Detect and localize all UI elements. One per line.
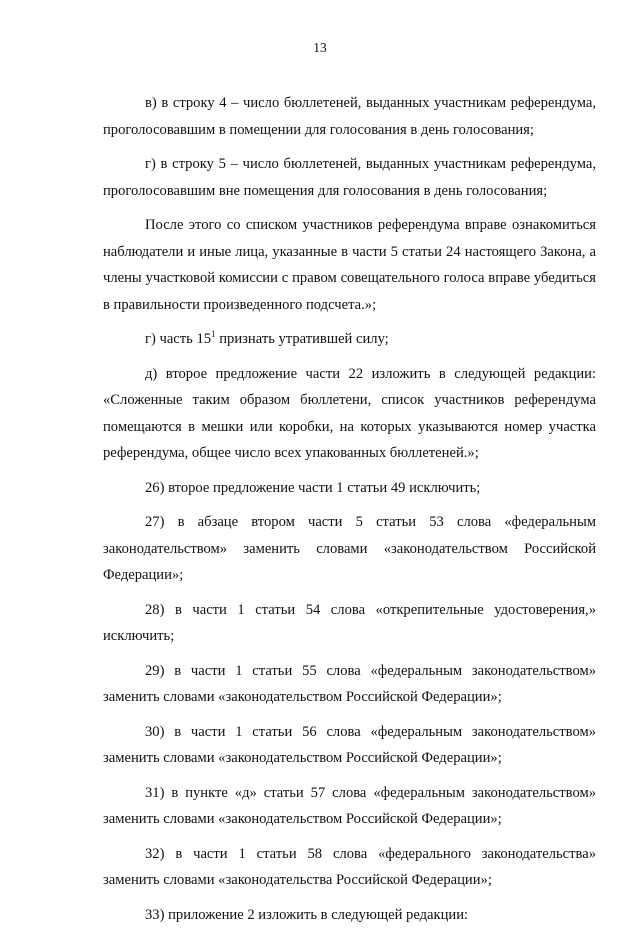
- paragraph: 28) в части 1 статьи 54 слова «открепительные удостоверения,» исключить;: [103, 601, 596, 644]
- paragraph-text: г) часть 15: [145, 331, 212, 347]
- paragraph-text: признать утратившей силу;: [215, 331, 389, 347]
- paragraph: После этого со списком участников референдума вправе ознакомиться наблюдатели и иные лица, указанные в части 5 статьи 24 настоящего Закона, а члены участковой комиссии с правом совещательного голоса вправе убедиться в правильности произведенного подсчета.»;: [103, 217, 596, 313]
- paragraph: д) второе предложение части 22 изложить в следующей редакции: «Сложенные таким образом бюллетени, список участников референдума помещаются в мешки или коробки, на которых указываются номер участка референдума, общее число всех упакованных бюллетеней.»;: [103, 365, 596, 461]
- superscript-index: 1: [211, 329, 216, 339]
- document-body: [103, 90, 596, 936]
- paragraph: 27) в абзаце втором части 5 статьи 53 слова «федеральным законодательством» заменить словами «законодательством Российской Федерации»;: [103, 514, 596, 583]
- paragraph: 31) в пункте «д» статьи 57 слова «федеральным законодательством» заменить словами «законодательством Российской Федерации»;: [103, 784, 596, 827]
- paragraph: 32) в части 1 статьи 58 слова «федерального законодательства» заменить словами «законодательства Российской Федерации»;: [103, 845, 596, 888]
- paragraph: 30) в части 1 статьи 56 слова «федеральным законодательством» заменить словами «законодательством Российской Федерации»;: [103, 723, 596, 766]
- paragraph: 33) приложение 2 изложить в следующей редакции:: [145, 906, 469, 923]
- page-number: 13: [313, 40, 327, 55]
- paragraph: 26) второе предложение части 1 статьи 49 исключить;: [145, 479, 481, 496]
- paragraph: в) в строку 4 – число бюллетеней, выданных участникам референдума, проголосовавшим в помещении для голосования в день голосования;: [103, 95, 596, 138]
- paragraph: г) в строку 5 – число бюллетеней, выданных участникам референдума, проголосовавшим вне помещения для голосования в день голосования;: [103, 156, 596, 199]
- paragraph-repeal-part: [103, 326, 596, 353]
- paragraph: 29) в части 1 статьи 55 слова «федеральным законодательством» заменить словами «законодательством Российской Федерации»;: [103, 662, 596, 705]
